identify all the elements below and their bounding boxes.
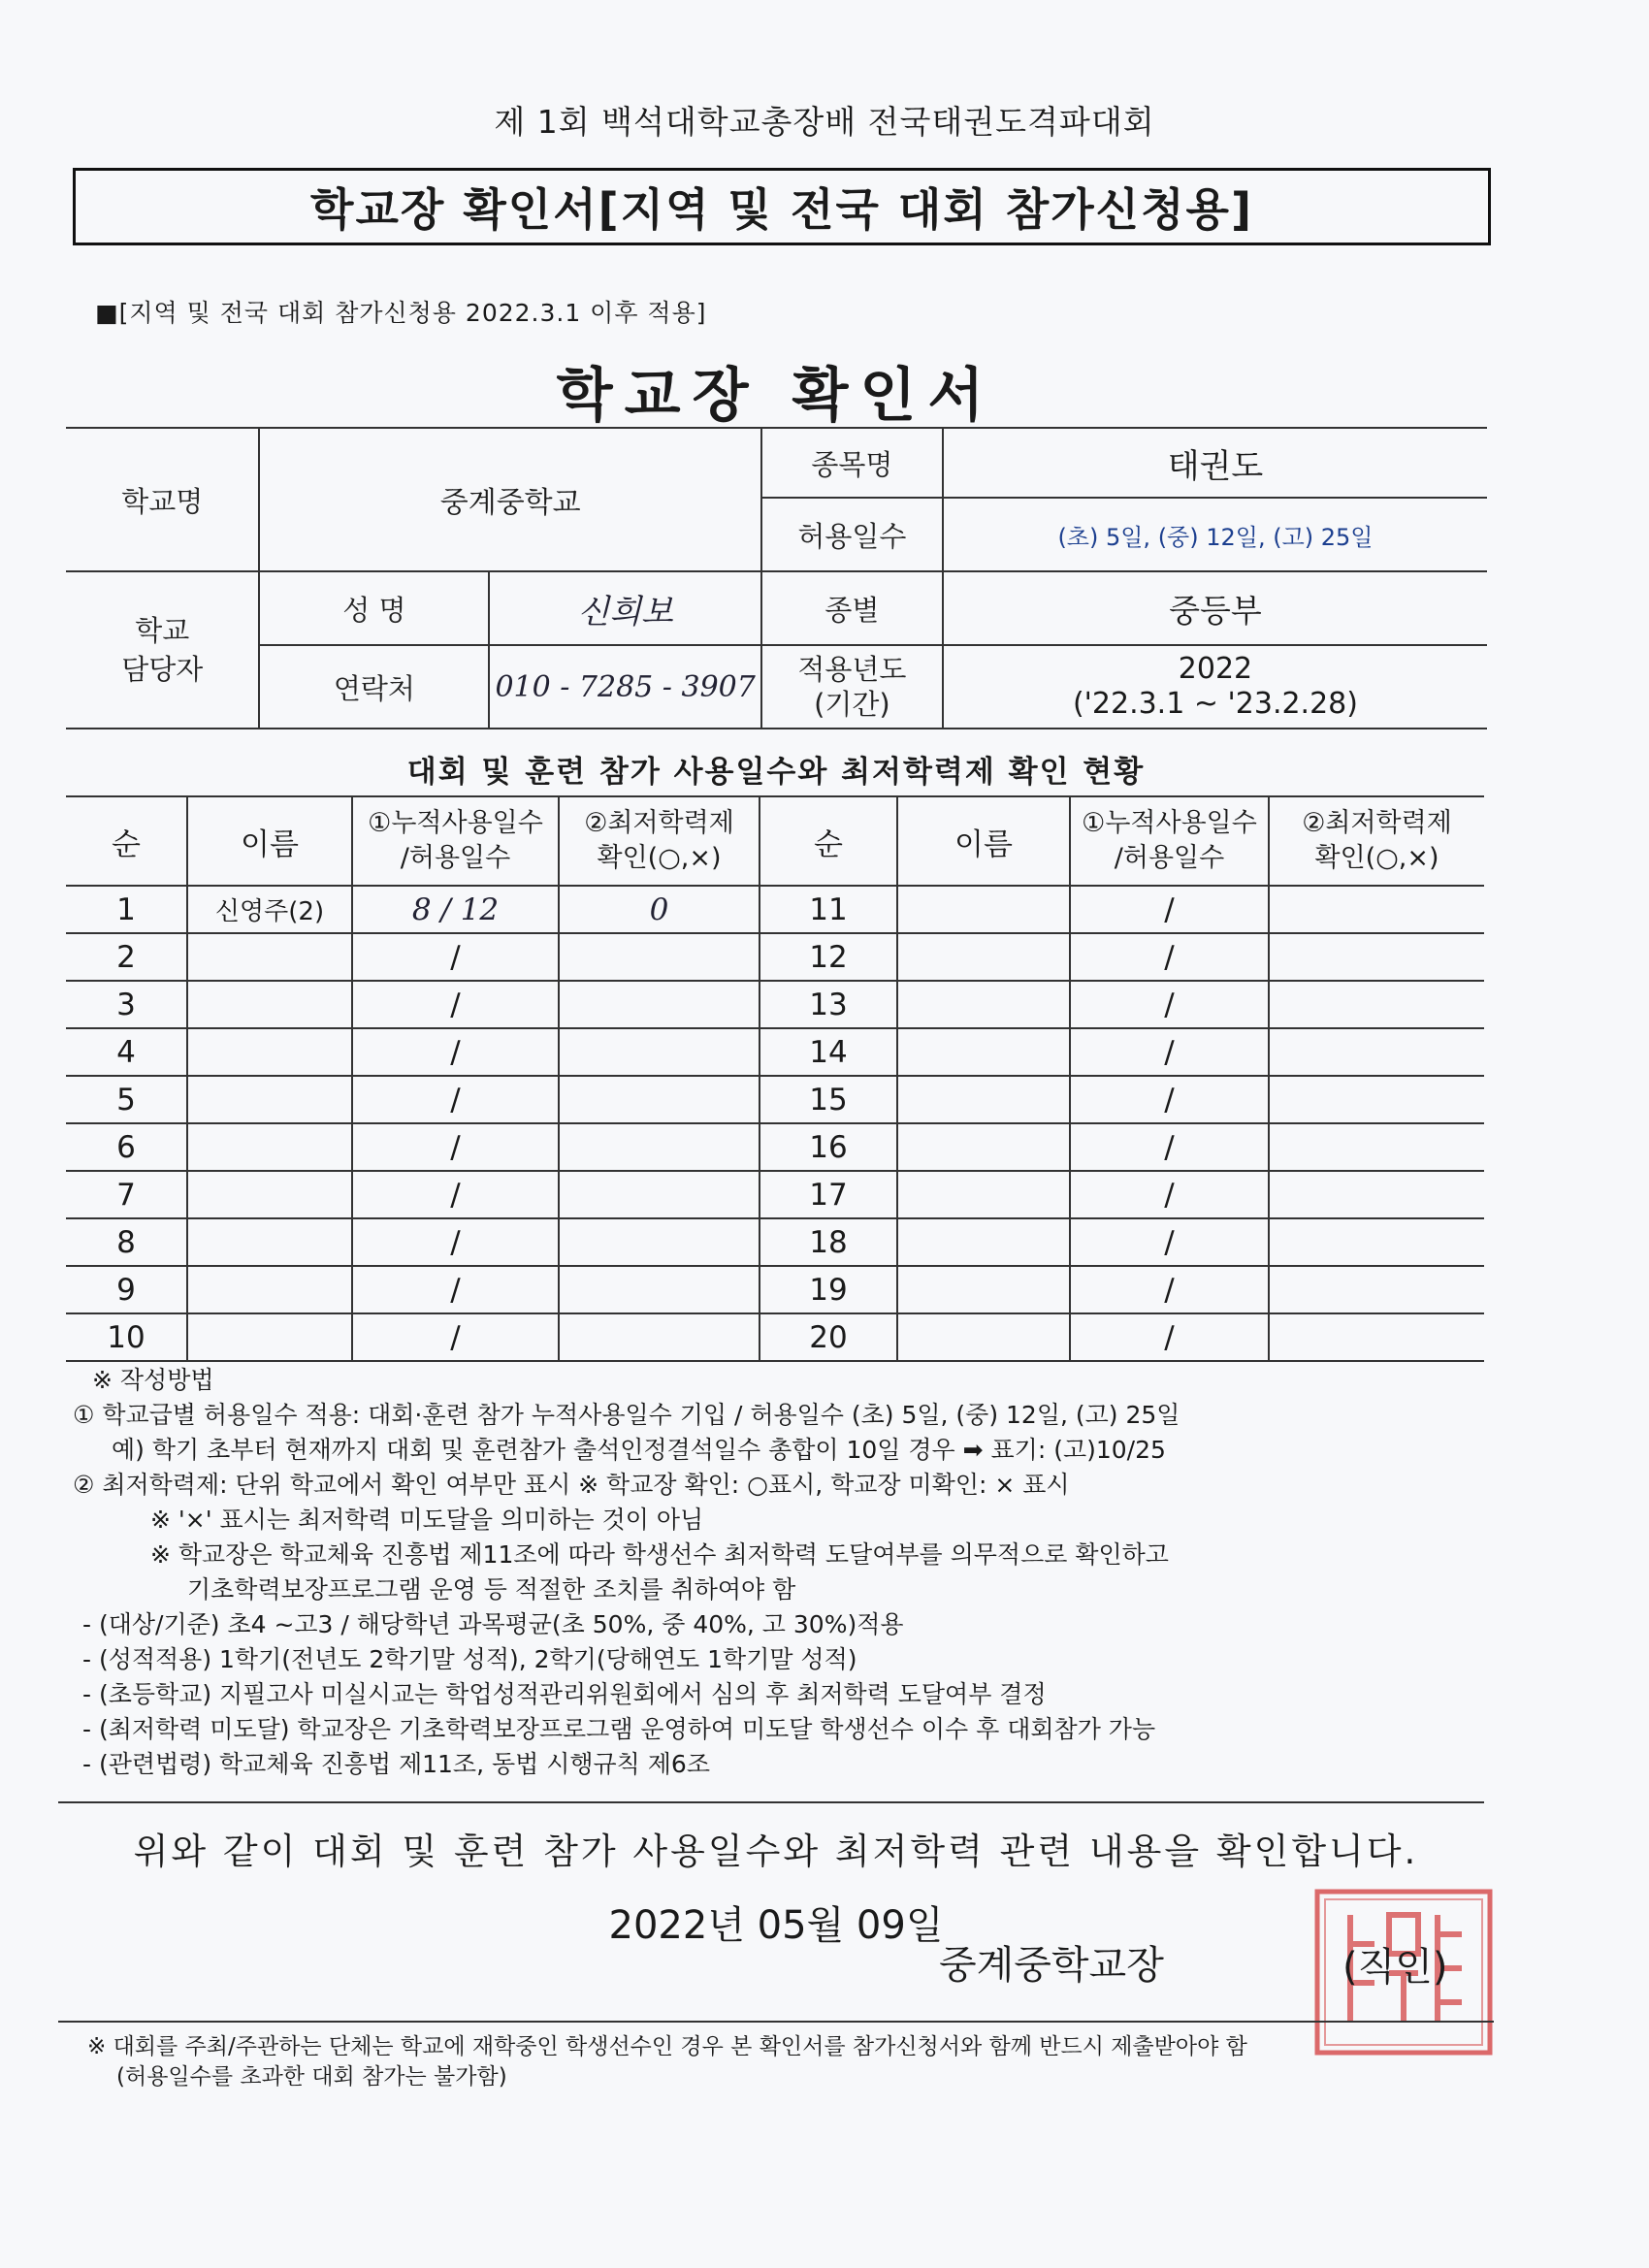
row-name [187,1313,352,1361]
allowed-days-value: (초) 5일, (중) 12일, (고) 25일 [943,498,1487,571]
header-no: 순 [760,796,897,886]
confirmation-statement: 위와 같이 대회 및 훈련 참가 사용일수와 최저학력 관련 내용을 확인합니다. [133,1831,1419,1872]
row-name [187,981,352,1028]
event-name-value: 태권도 [943,428,1487,498]
row-name [897,1171,1070,1218]
header-days-line1: ①누적사용일수 [1082,808,1257,838]
row-name [897,1218,1070,1266]
instruction-line: - (최저학력 미도달) 학교장은 기초학력보장프로그램 운영하여 미도달 학생선수 이수 후 대회참가 가능 [82,1715,1156,1743]
row-no: 3 [66,981,187,1028]
school-manager-label: 학교 담당자 [66,571,259,729]
row-days: / [352,1266,559,1313]
row-check [1269,1123,1484,1171]
row-name [897,1313,1070,1361]
row-no: 4 [66,1028,187,1076]
row-check [1269,1028,1484,1076]
document-title: 학교장 확인서 [556,362,996,430]
row-check [559,1076,760,1123]
row-check [1269,933,1484,981]
row-days: / [1070,1076,1269,1123]
instruction-line: - (초등학교) 지필고사 미실시교는 학업성적관리위원회에서 심의 후 최저학력 도달여부 결정 [82,1680,1047,1708]
applicability-note: ■[지역 및 전국 대회 참가신청용 2022.3.1 이후 적용] [95,299,707,327]
table-row [66,1076,1484,1123]
row-days: / [1070,1266,1269,1313]
table-row [66,1218,1484,1266]
row-days: / [1070,1313,1269,1361]
row-name [897,886,1070,933]
instruction-line: 기초학력보장프로그램 운영 등 적절한 조치를 취하여야 함 [187,1575,796,1604]
apply-year-label [761,645,943,729]
row-check [559,1313,760,1361]
form-title-box [73,168,1491,245]
row-check [1269,981,1484,1028]
school-name-label: 학교명 [66,428,259,571]
form-title: 학교장 확인서[지역 및 전국 대회 참가신청용] [310,183,1253,236]
row-check [1269,1076,1484,1123]
row-no: 12 [760,933,897,981]
row-no: 18 [760,1218,897,1266]
event-name-label: 종목명 [761,428,943,498]
category-label: 종별 [761,571,943,645]
instruction-line: - (성적적용) 1학기(전년도 2학기말 성적), 2학기(당해연도 1학기말 성적) [82,1645,857,1673]
row-check [559,933,760,981]
table-row [66,886,1484,933]
divider [58,1801,1484,1803]
row-days: / [1070,933,1269,981]
row-no: 19 [760,1266,897,1313]
info-table [66,427,1487,729]
table-row [66,1313,1484,1361]
row-days: / [352,1123,559,1171]
table-row [66,1171,1484,1218]
row-name [187,1218,352,1266]
row-days: / [1070,1028,1269,1076]
header-name: 이름 [897,796,1070,886]
instruction-line: 예) 학기 초부터 현재까지 대회 및 훈련참가 출석인정결석일수 총합이 10일 경우 ➡ 표기: (고)10/25 [112,1436,1166,1464]
footnote-line-1: ※ 대회를 주최/주관하는 단체는 학교에 재학중인 학생선수인 경우 본 확인서를 참가신청서와 함께 반드시 제출받아야 함 [87,2034,1247,2059]
row-no: 5 [66,1076,187,1123]
row-days: 8 / 12 [352,886,559,933]
row-days: / [1070,1218,1269,1266]
row-check [1269,886,1484,933]
footnote-line-2: (허용일수를 초과한 대회 참가는 불가함) [116,2064,507,2090]
header-days [1070,796,1269,886]
instructions-heading: ※ 작성방법 [92,1366,214,1394]
header-no: 순 [66,796,187,886]
row-check [559,1123,760,1171]
allowed-days-label: 허용일수 [761,498,943,571]
apply-year-value [943,645,1487,729]
row-days: / [352,1076,559,1123]
row-name [187,1266,352,1313]
row-name [897,1266,1070,1313]
row-name [897,981,1070,1028]
row-name: 신영주(2) [187,886,352,933]
row-name [897,1028,1070,1076]
manager-name-value: 신희보 [489,571,761,645]
apply-year-label-2: (기간) [814,688,890,721]
row-days: / [1070,1171,1269,1218]
row-no: 7 [66,1171,187,1218]
row-name [187,1076,352,1123]
contact-value: 010 - 7285 - 3907 [489,645,761,729]
row-no: 6 [66,1123,187,1171]
row-check [1269,1218,1484,1266]
row-name [187,933,352,981]
row-name [897,1076,1070,1123]
row-check [559,981,760,1028]
table-row [66,1028,1484,1076]
header-days-line2: /허용일수 [1114,843,1225,873]
school-name-value: 중계중학교 [259,428,760,571]
header-days-line1: ①누적사용일수 [368,808,543,838]
row-no: 16 [760,1123,897,1171]
row-days: / [352,981,559,1028]
row-no: 20 [760,1313,897,1361]
header-check-line1: ②최저학력제 [584,808,734,838]
header-check [1269,796,1484,886]
usage-grid [66,795,1484,1362]
row-check: 0 [559,886,760,933]
header-days [352,796,559,886]
row-name [897,933,1070,981]
row-days: / [352,933,559,981]
section-title: 대회 및 훈련 참가 사용일수와 최저학력제 확인 현황 [406,755,1146,790]
instruction-line: ② 최저학력제: 단위 학교에서 확인 여부만 표시 ※ 학교장 확인: ○표시, 학교장 미확인: × 표시 [73,1471,1070,1499]
table-row [66,1123,1484,1171]
row-days: / [352,1171,559,1218]
instruction-line: - (관련법령) 학교체육 진흥법 제11조, 동법 시행규칙 제6조 [82,1750,710,1778]
row-no: 8 [66,1218,187,1266]
table-row [66,933,1484,981]
instruction-line: ① 학교급별 허용일수 적용: 대회·훈련 참가 누적사용일수 기입 / 허용일수 (초) 5일, (중) 12일, (고) 25일 [73,1401,1180,1429]
row-check [1269,1313,1484,1361]
row-days: / [352,1313,559,1361]
instruction-line: ※ 학교장은 학교체육 진흥법 제11조에 따라 학생선수 최저학력 도달여부를 의무적으로 확인하고 [150,1540,1169,1569]
footnote [87,2032,1523,2092]
row-name [187,1028,352,1076]
row-no: 1 [66,886,187,933]
row-no: 11 [760,886,897,933]
row-no: 2 [66,933,187,981]
row-no: 9 [66,1266,187,1313]
principal-title: 중계중학교장 [939,1943,1164,1988]
apply-year-value-1: 2022 [1178,652,1253,686]
row-no: 10 [66,1313,187,1361]
issue-date: 2022년 05월 09일 [608,1903,944,1948]
header-name: 이름 [187,796,352,886]
row-days: / [1070,1123,1269,1171]
contact-label: 연락처 [259,645,489,729]
row-name [897,1123,1070,1171]
row-days: / [1070,981,1269,1028]
row-check [559,1218,760,1266]
row-name [187,1123,352,1171]
row-days: / [352,1218,559,1266]
table-row [66,1266,1484,1313]
manager-name-label: 성 명 [259,571,489,645]
row-name [187,1171,352,1218]
row-days: / [1070,886,1269,933]
apply-year-period: ('22.3.1 ~ '23.2.28) [1072,687,1358,721]
row-check [559,1266,760,1313]
row-check [559,1028,760,1076]
instruction-line: - (대상/기준) 초4 ~고3 / 해당학년 과목평균(초 50%, 중 40%, 고 30%)적용 [82,1610,904,1638]
row-check [559,1171,760,1218]
writing-instructions [73,1363,1508,1782]
row-check [1269,1171,1484,1218]
category-value: 중등부 [943,571,1487,645]
header-check-line1: ②최저학력제 [1302,808,1452,838]
header-days-line2: /허용일수 [400,843,511,873]
footer-rule [58,2021,1494,2023]
header-check-line2: 확인(○,×) [1314,843,1439,873]
table-row [66,981,1484,1028]
row-days: / [352,1028,559,1076]
header-check-line2: 확인(○,×) [597,843,722,873]
row-no: 14 [760,1028,897,1076]
row-no: 17 [760,1171,897,1218]
row-check [1269,1266,1484,1313]
row-no: 15 [760,1076,897,1123]
header-check [559,796,760,886]
seal-label: (직인) [1342,1945,1448,1990]
apply-year-label-1: 적용년도 [797,653,907,686]
event-title: 제 1회 백석대학교총장배 전국태권도격파대회 [494,103,1155,141]
instruction-line: ※ '×' 표시는 최저학력 미도달을 의미하는 것이 아님 [150,1506,704,1534]
row-no: 13 [760,981,897,1028]
